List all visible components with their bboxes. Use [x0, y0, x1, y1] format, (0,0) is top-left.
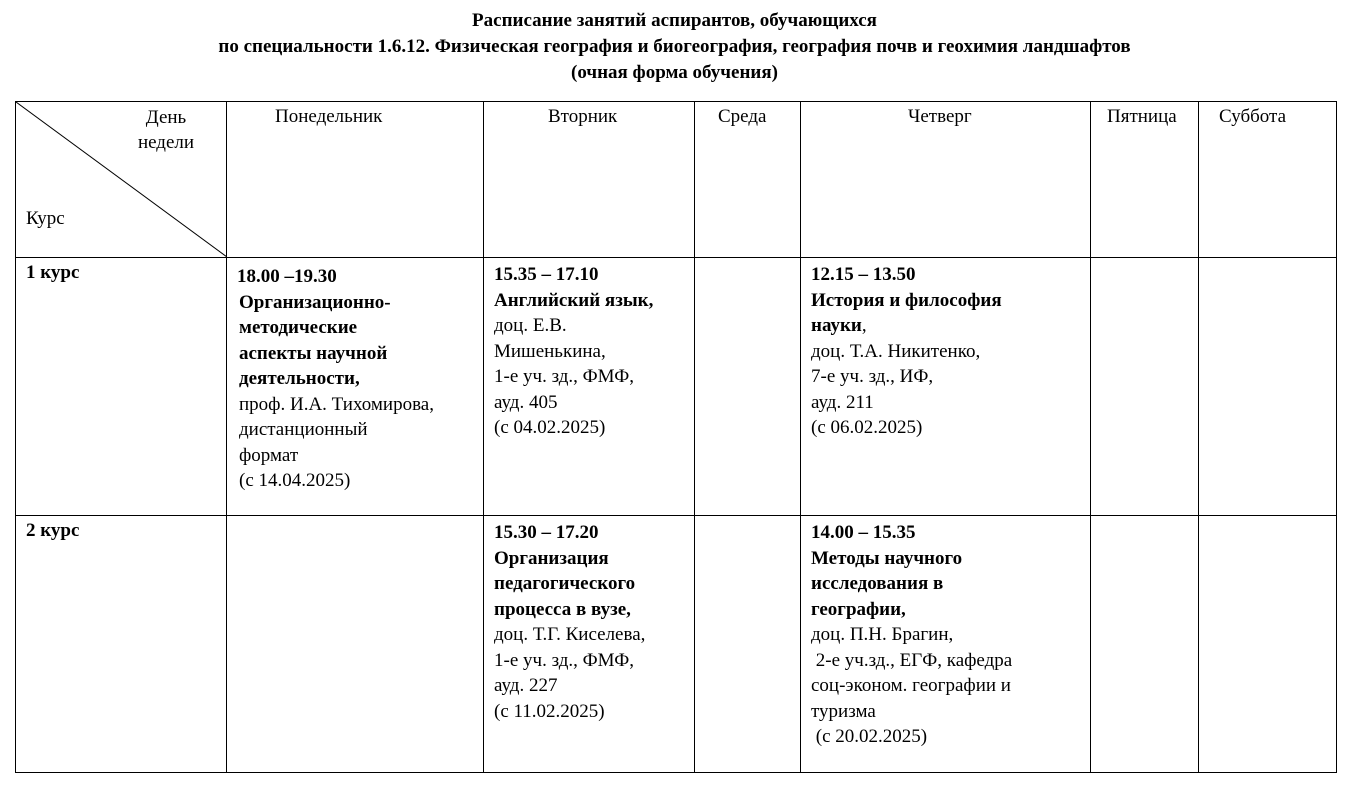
course-row-2 — [16, 516, 1337, 773]
course-label: Курс — [26, 208, 65, 229]
course-row-1 — [16, 258, 1337, 516]
lesson-subject: Методы научного исследования в географии, — [811, 547, 963, 620]
lesson-1-wednesday-empty — [695, 258, 801, 516]
lesson-1-friday-empty — [1091, 258, 1199, 516]
header-row — [16, 102, 1337, 258]
title-line-2: по специальности 1.6.12. Физическая география и биогеография, география почв и геохимия ландшафтов — [218, 36, 1131, 57]
day-of-week-label: День недели — [137, 107, 195, 153]
corner-header-cell — [16, 102, 227, 258]
lesson-1-monday — [227, 258, 484, 516]
lesson-time: 12.15 – 13.50 — [811, 264, 916, 285]
lesson-subject: Английский язык, — [494, 289, 654, 311]
schedule-table — [15, 101, 1337, 773]
lesson-subject: История и философия науки, — [811, 289, 1002, 336]
lesson-details: доц. Е.В. Мишенькина, 1-е уч. зд., ФМФ, ауд. 405 (с 04.02.2025) — [494, 315, 635, 438]
lesson-2-monday-empty — [227, 516, 484, 773]
lesson-2-friday-empty — [1091, 516, 1199, 773]
lesson-details: проф. И.А. Тихомирова, дистанционный формат (с 14.04.2025) — [239, 393, 434, 491]
lesson-1-thursday — [801, 258, 1091, 516]
lesson-time: 14.00 – 15.35 — [811, 522, 916, 543]
lesson-2-thursday — [801, 516, 1091, 773]
day-header-thursday: Четверг — [801, 102, 1091, 258]
lesson-2-tuesday — [484, 516, 695, 773]
lesson-details: доц. П.Н. Брагин, 2-е уч.зд., ЕГФ, кафедра соц-эконом. географии и туризма (с 20.02.2025) — [811, 624, 1013, 747]
lesson-time: 18.00 –19.30 — [237, 266, 337, 287]
lesson-1-tuesday — [484, 258, 695, 516]
day-header-tuesday: Вторник — [484, 102, 695, 258]
course-cell-1: 1 курс — [16, 258, 227, 516]
day-header-saturday: Суббота — [1199, 102, 1337, 258]
document-title — [0, 8, 1349, 86]
day-header-monday: Понедельник — [227, 102, 484, 258]
day-header-wednesday: Среда — [695, 102, 801, 258]
lesson-details: доц. Т.Г. Киселева, 1-е уч. зд., ФМФ, ауд. 227 (с 11.02.2025) — [494, 624, 646, 722]
lesson-subject: Организационно- методические аспекты научной деятельности, — [239, 291, 391, 389]
lesson-subject: Организация педагогического процесса в вузе, — [494, 547, 636, 620]
lesson-time: 15.30 – 17.20 — [494, 522, 599, 543]
title-line-1: Расписание занятий аспирантов, обучающихся — [472, 10, 877, 31]
lesson-details: доц. Т.А. Никитенко, 7-е уч. зд., ИФ, ауд. 211 (с 06.02.2025) — [811, 340, 981, 438]
lesson-2-saturday-empty — [1199, 516, 1337, 773]
lesson-time: 15.35 – 17.10 — [494, 264, 599, 285]
lesson-2-wednesday-empty — [695, 516, 801, 773]
course-cell-2: 2 курс — [16, 516, 227, 773]
title-line-3: (очная форма обучения) — [571, 62, 778, 83]
day-header-friday: Пятница — [1091, 102, 1199, 258]
lesson-1-saturday-empty — [1199, 258, 1337, 516]
